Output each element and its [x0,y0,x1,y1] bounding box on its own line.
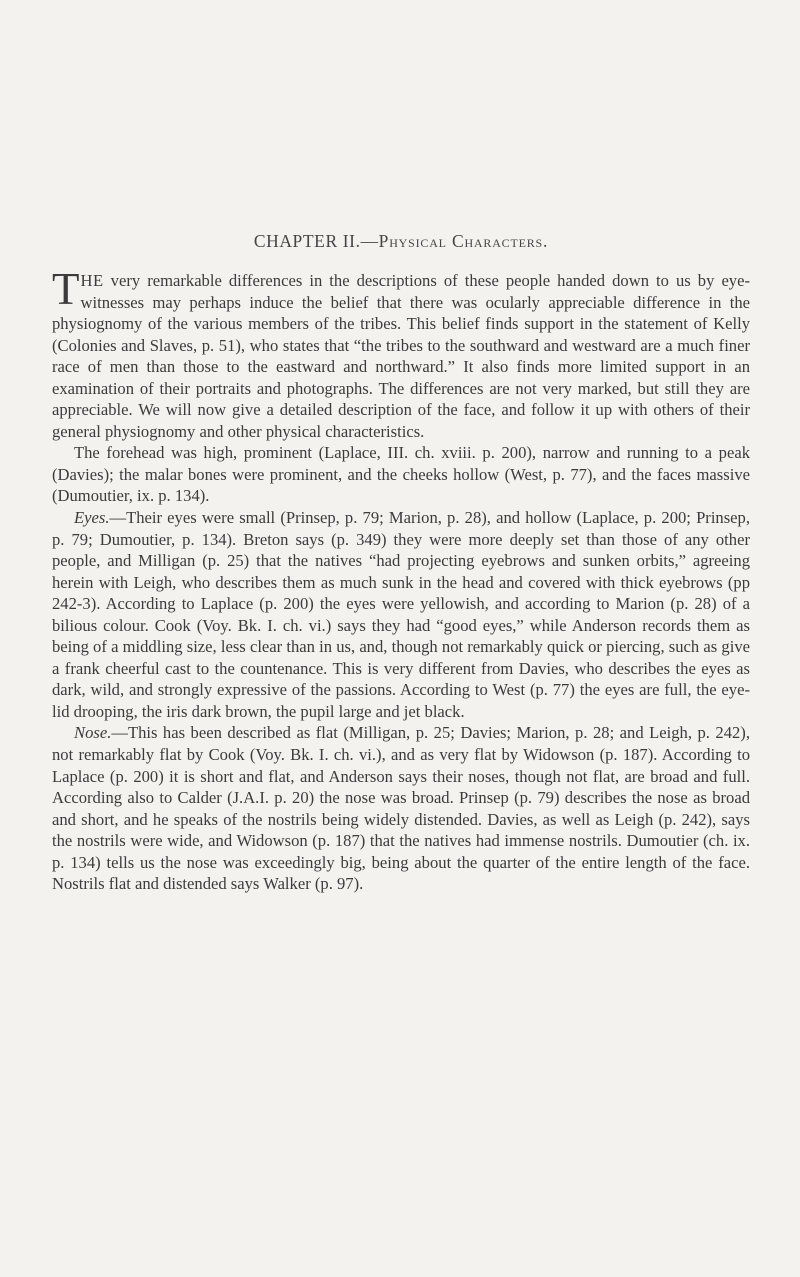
paragraph-text: The forehead was high, prominent (Laplace, III. ch. xviii. p. 200), narrow and running to a peak (Davies); the malar bones were prominent, and the cheeks hollow (West, p. 77), and the faces massive (Dumoutier, ix. p. 134). [52,443,750,506]
drop-cap: T [52,264,80,314]
intro-paragraph [52,264,750,442]
chapter-heading [52,231,750,252]
intro-text: very remarkable differences in the descriptions of these people handed down to us by eye-witnesses may perhaps induce the belief that there was ocularly appreciable difference in the physiognomy of the various members of the tribes. This belief finds support in the statement of Kelly (Colonies and Slaves, p. 51), who states that “the tribes to the southward and westward are a much finer race of men than those to the eastward and northward.” It also finds more limited support in an examination of their portraits and photographs. The differences are not very marked, but still they are appreciable. We will now give a detailed description of the face, and follow it up with others of their general physiognomy and other physical characteristics. [52,271,750,441]
run-in-heading-eyes: Eyes. [74,508,110,528]
body-text [52,264,750,895]
run-in-heading-nose: Nose. [74,723,112,743]
chapter-number: CHAPTER II. [253,231,361,251]
lead-word: HE [80,271,104,290]
paragraph-forehead [52,442,750,507]
chapter-separator: — [360,231,379,251]
paragraph-text: —Their eyes were small (Prinsep, p. 79; Marion, p. 28), and hollow (Laplace, p. 200; Prinsep, p. 79; Dumoutier, p. 134). Breton says (p. 349) they were more deeply set than those of any other people, and Milligan (p. 25) that the natives “had projecting eyebrows and sunken orbits,” agreeing herein with Leigh, who describes them as much sunk in the head and covered with thick eyebrows (pp 242-3). According to Laplace (p. 200) the eyes were yellowish, and according to Marion (p. 28) of a bilious colour. Cook (Voy. Bk. I. ch. vi.) says they had “good eyes,” while Anderson records them as being of a middling size, less clear than in us, and, though not remarkably quick or piercing, such as give a frank cheerful cast to the countenance. This is very different from Davies, who describes the eyes as dark, wild, and strongly expressive of the passions. According to West (p. 77) the eyes are full, the eye-lid drooping, the iris dark brown, the pupil large and jet black. [52,508,750,721]
chapter-title: Physical Characters. [378,231,549,251]
paragraph-eyes [52,507,750,722]
paragraph-nose [52,722,750,894]
paragraph-text: —This has been described as flat (Milligan, p. 25; Davies; Marion, p. 28; and Leigh, p. 242), not remarkably flat by Cook (Voy. Bk. I. ch. vi.), and as very flat by Widowson (p. 187). According to Laplace (p. 200) it is short and flat, and Anderson says their noses, though not flat, are broad and full. According also to Calder (J.A.I. p. 20) the nose was broad. Prinsep (p. 79) describes the nose as broad and short, and he speaks of the nostrils being widely distended. Davies, as well as Leigh (p. 242), says the nostrils were wide, and Widowson (p. 187) that the natives had immense nostrils. Dumoutier (ch. ix. p. 134) tells us the nose was exceedingly big, being about the quarter of the entire length of the face. Nostrils flat and distended says Walker (p. 97). [52,723,750,894]
